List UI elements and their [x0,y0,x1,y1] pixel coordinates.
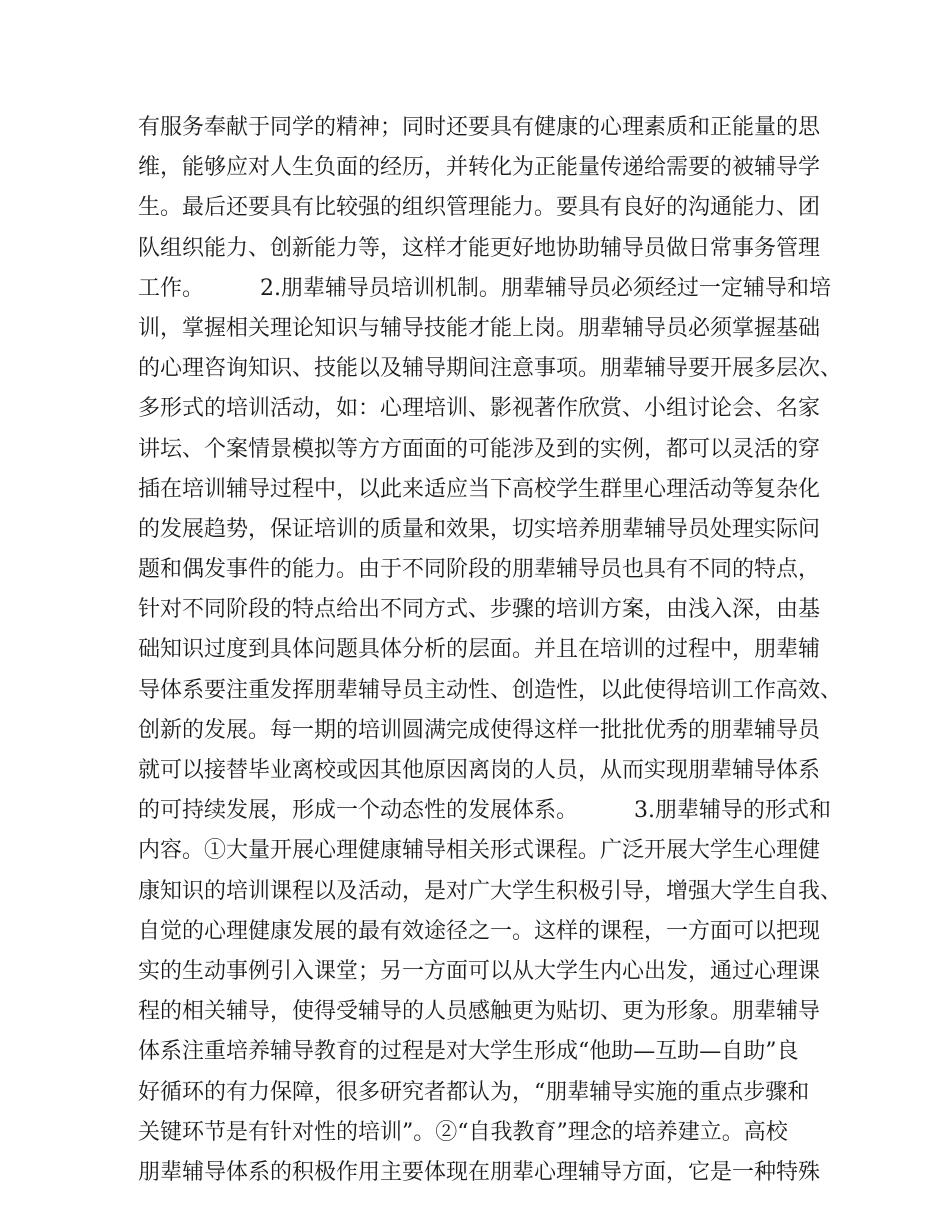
text-line: 康知识的培训课程以及活动，是对广大学生积极引导，增强大学生自我、 [138,878,843,904]
text-line: 朋辈辅导体系的积极作用主要体现在朋辈心理辅导方面，它是一种特殊 [138,1159,821,1185]
text-line: 内容。①大量开展心理健康辅导相关形式课程。广泛开展大学生心理健 [138,838,821,864]
text-line: 题和偶发事件的能力。由于不同阶段的朋辈辅导员也具有不同的特点， [138,557,821,583]
text-line: 创新的发展。每一期的培训圆满完成使得这样一批批优秀的朋辈辅导员 [138,717,821,743]
text-line: 工作。 2.朋辈辅导员培训机制。朋辈辅导员必须经过一定辅导和培 [138,275,831,301]
text-line: 讲坛、个案情景模拟等方方面面的可能涉及到的实例，都可以灵活的穿 [138,436,821,462]
text-line: 础知识过度到具体问题具体分析的层面。并且在培训的过程中，朋辈辅 [138,637,821,663]
text-line: 多形式的培训活动，如：心理培训、影视著作欣赏、小组讨论会、名家 [138,396,821,422]
text-line: 关键环节是有针对性的培训”。②“自我教育”理念的培养建立。高校 [138,1119,788,1145]
text-line: 训，掌握相关理论知识与辅导技能才能上岗。朋辈辅导员必须掌握基础 [138,315,821,341]
text-line: 的发展趋势，保证培训的质量和效果，切实培养朋辈辅导员处理实际问 [138,516,821,542]
text-line: 程的相关辅导，使得受辅导的人员感触更为贴切、更为形象。朋辈辅导 [138,999,821,1025]
text-line: 生。最后还要具有比较强的组织管理能力。要具有良好的沟通能力、团 [138,195,821,221]
text-line: 就可以接替毕业离校或因其他原因离岗的人员，从而实现朋辈辅导体系 [138,758,821,783]
text-line: 队组织能力、创新能力等，这样才能更好地协助辅导员做日常事务管理 [138,235,821,261]
text-line: 针对不同阶段的特点给出不同方式、步骤的培训方案，由浅入深，由基 [138,597,821,623]
text-line: 好循环的有力保障，很多研究者都认为，“朋辈辅导实施的重点步骤和 [138,1079,810,1105]
text-line: 的心理咨询知识、技能以及辅导期间注意事项。朋辈辅导要开展多层次、 [138,356,843,382]
text-line: 自觉的心理健康发展的最有效途径之一。这样的课程，一方面可以把现 [138,918,821,944]
text-line: 实的生动事例引入课堂；另一方面可以从大学生内心出发，通过心理课 [138,958,821,984]
body-text [138,108,843,1193]
text-line: 的可持续发展，形成一个动态性的发展体系。 3.朋辈辅导的形式和 [138,798,831,824]
text-line: 有服务奉献于同学的精神；同时还要具有健康的心理素质和正能量的思 [138,115,821,140]
text-line: 导体系要注重发挥朋辈辅导员主动性、创造性，以此使得培训工作高效、 [138,677,843,703]
text-line: 维，能够应对人生负面的经历，并转化为正能量传递给需要的被辅导学 [138,155,821,181]
text-line: 插在培训辅导过程中，以此来适应当下高校学生群里心理活动等复杂化 [138,476,821,502]
text-line: 体系注重培养辅导教育的过程是对大学生形成“他助—互助—自助”良 [138,1039,799,1065]
